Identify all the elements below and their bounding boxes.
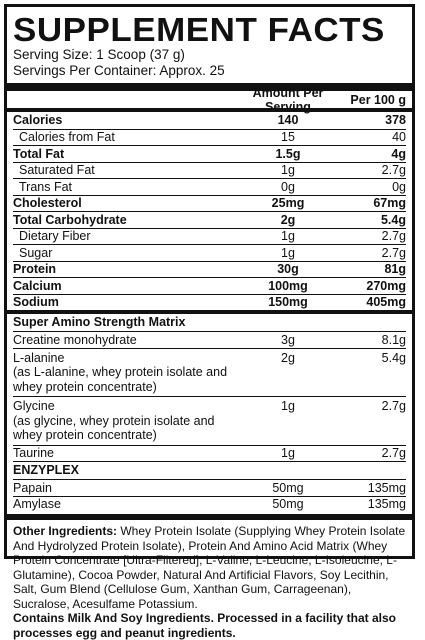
nutrient-row [13,331,406,348]
nutrient-per100: 81g [384,262,406,277]
nutrient-list [13,112,406,310]
nutrient-per100: 135mg [367,497,406,512]
nutrient-row [13,294,406,311]
nutrient-row [13,211,406,228]
nutrient-amount: 0g [281,179,295,194]
nutrient-name: Sugar [19,245,53,260]
nutrient-name: Calories from Fat [19,130,115,145]
nutrient-per100: 2.7g [381,163,406,178]
nutrient-per100: 270mg [366,278,406,293]
nutrient-name: Cholesterol [13,196,82,211]
nutrient-name: Taurine [13,446,54,461]
nutrient-amount: 2g [281,350,295,365]
supplement-facts-panel [4,4,415,640]
nutrient-description: (as glycine, whey protein isolate and whey protein concentrate) [13,413,215,442]
nutrient-name: Sodium [13,295,59,310]
nutrient-row [13,145,406,162]
nutrient-name: Papain [13,480,52,495]
nutrient-name: Amylase [13,497,61,512]
amount-per-serving-header: Amount Per Serving [252,85,324,114]
nutrient-amount: 50mg [272,480,304,495]
nutrient-name: Saturated Fat [19,163,95,178]
servings-per-container: Servings Per Container: Approx. 25 [13,63,225,78]
nutrient-amount: 2g [280,212,296,227]
serving-size: Serving Size: 1 Scoop (37 g) [13,47,185,62]
ingredients-label: Other Ingredients: [13,524,118,538]
thick-divider [7,514,412,520]
nutrient-row [13,496,406,513]
nutrient-name: Dietary Fiber [19,229,91,244]
nutrient-row [13,178,406,195]
other-ingredients [13,524,406,611]
nutrient-row [13,228,406,245]
nutrient-amount: 15 [281,130,295,145]
nutrient-per100: 4g [391,146,406,161]
nutrient-amount: 30g [277,262,299,277]
panel-title: SUPPLEMENT FACTS [13,11,385,48]
nutrient-row [13,112,406,129]
nutrient-row [13,396,406,445]
nutrient-name: Glycine [13,399,55,413]
nutrient-amount: 140 [277,113,299,128]
nutrient-per100: 2.7g [381,245,406,260]
column-header [13,85,406,114]
nutrient-row [13,162,406,179]
nutrient-amount: 1.5g [275,146,301,161]
nutrient-per100: 0g [392,179,406,194]
nutrient-row [13,195,406,212]
nutrient-row [13,261,406,278]
nutrient-name: Total Fat [13,146,65,161]
nutrient-name: L-alanine [13,350,65,365]
nutrient-per100: 5.4g [381,350,406,365]
amino-heading: Super Amino Strength Matrix [13,315,186,329]
nutrient-per100: 378 [385,113,406,128]
nutrient-amount: 1g [281,245,295,260]
nutrient-name: Calories [13,113,63,128]
nutrient-amount: 1g [281,229,295,244]
nutrient-row [13,348,406,397]
nutrient-per100: 8.1g [381,332,406,347]
nutrient-amount: 25mg [271,196,305,211]
nutrient-row [13,244,406,261]
nutrient-row [13,277,406,294]
nutrient-per100: 2.7g [381,229,406,244]
nutrient-per100: 5.4g [380,212,406,227]
per-100g-header: Per 100 g [350,92,406,107]
nutrient-per100: 135mg [367,480,406,495]
nutrient-per100: 2.7g [381,399,406,413]
nutrient-row [13,129,406,146]
nutrient-name: Trans Fat [19,179,73,194]
nutrient-amount: 3g [281,332,295,347]
nutrient-name: Total Carbohydrate [13,212,127,227]
nutrient-per100: 2.7g [381,446,406,461]
nutrient-amount: 1g [281,446,295,461]
nutrient-amount: 1g [281,399,295,413]
nutrient-description: (as L-alanine, whey protein isolate and whey protein concentrate) [13,365,228,394]
nutrient-per100: 405mg [366,295,406,310]
nutrient-row [13,479,406,496]
nutrient-name: Protein [13,262,57,277]
nutrient-name: Creatine monohydrate [13,332,137,347]
enzyplex-heading: ENZYPLEX [13,461,406,479]
allergy-statement: Contains Milk And Soy Ingredients. Processed in a facility that also processes egg and peanut ingredients. [13,611,396,640]
nutrient-amount: 50mg [272,497,304,512]
nutrient-amount: 1g [281,163,295,178]
nutrient-amount: 100mg [268,278,308,293]
nutrient-row [13,445,406,462]
ingredients-text: Whey Protein Isolate (Supplying Whey Protein Isolate And Hydrolyzed Protein Isolate), Protein And Amino Acid Matrix (Whey Protein Concentrate [Ultra-Filtered], L-Valine, L-Leucine, L-Isoleucine, L-Glutamine), Cocoa Powder, Natural And Artificial Flavors, Soy Lecithin, Salt, Gum Blend (Cellulose Gum, Xanthan Gum, Carrageenan), Sucralose, Acesulfame Potassium. [13,524,406,611]
nutrient-amount: 150mg [268,295,308,310]
thick-divider [7,83,412,91]
nutrient-name: Calcium [13,278,62,293]
nutrient-per100: 40 [392,130,406,145]
nutrient-per100: 67mg [373,196,406,211]
